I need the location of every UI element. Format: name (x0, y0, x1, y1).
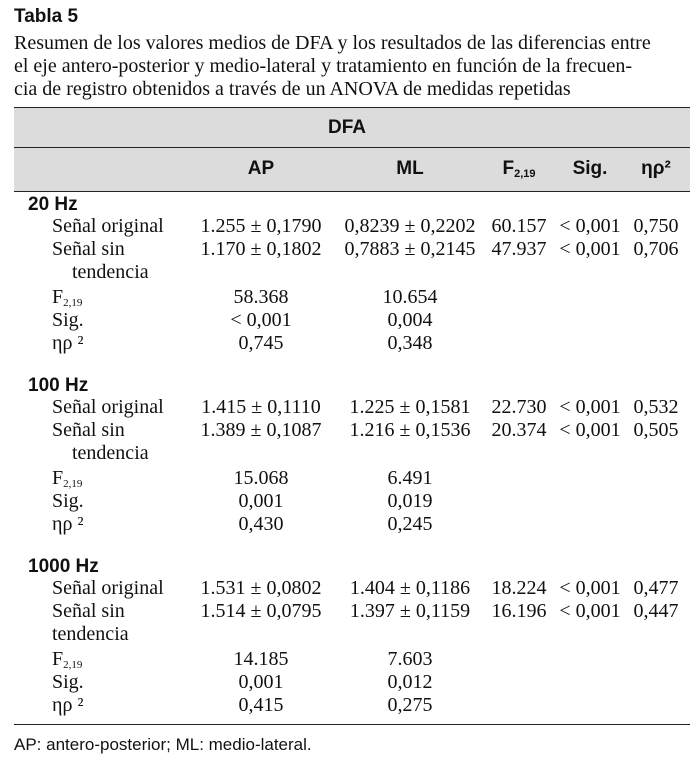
cell-f: 22.730 (491, 396, 547, 418)
row-label-f (52, 286, 82, 309)
cell-ap: 1.415 ± 0,1110 (201, 396, 321, 418)
row-label-sin-tendencia: Señal sin (52, 238, 125, 260)
row-label-f-base: F (52, 467, 64, 489)
cell-eta-ml: 0,245 (387, 513, 433, 535)
header-bottom-rule (14, 191, 690, 192)
cell-eta-ap: 0,745 (238, 332, 284, 354)
row-label-sin-tendencia-cont: tendencia (72, 261, 149, 283)
header-divider (14, 147, 690, 148)
cell-sig: < 0,001 (559, 577, 621, 599)
cell-ml: 1.216 ± 0,1536 (349, 419, 471, 441)
row-label-f-base: F (52, 648, 64, 670)
row-label-sin-tendencia-cont: tendencia (52, 623, 129, 645)
cell-eta-ap: 0,430 (238, 513, 284, 535)
cell-eta: 0,477 (633, 577, 679, 599)
cell-f-ap: 15.068 (233, 467, 289, 489)
cell-ml: 1.397 ± 0,1159 (349, 600, 471, 622)
table-caption (14, 32, 690, 101)
row-label-f-sub: 2,19 (63, 297, 83, 309)
cell-ml: 0,8239 ± 0,2202 (344, 215, 476, 237)
cell-ml: 0,7883 ± 0,2145 (344, 238, 476, 260)
cell-sig: < 0,001 (559, 396, 621, 418)
cell-f: 47.937 (491, 238, 547, 260)
row-label-sin-tendencia: Señal sin (52, 419, 125, 441)
cell-sig: < 0,001 (559, 215, 621, 237)
cell-ap: 1.170 ± 0,1802 (200, 238, 322, 260)
row-label-sin-tendencia: Señal sin (52, 600, 125, 622)
cell-sig-ml: 0,019 (387, 490, 433, 512)
section-title: 20 Hz (28, 194, 78, 215)
section-title: 1000 Hz (28, 556, 99, 577)
cell-eta: 0,532 (633, 396, 679, 418)
cell-f-ml: 10.654 (382, 286, 438, 308)
cell-sig-ap: < 0,001 (230, 309, 292, 331)
header-eta: ηρ² (641, 158, 671, 179)
cell-eta: 0,706 (633, 238, 679, 260)
cell-ml: 1.225 ± 0,1581 (349, 396, 471, 418)
row-label-eta: ηρ ² (52, 513, 84, 535)
cell-ml: 1.404 ± 0,1186 (349, 577, 471, 599)
table-bottom-rule (14, 724, 690, 725)
row-label-f-sub: 2,19 (63, 659, 83, 671)
cell-sig-ap: 0,001 (238, 671, 284, 693)
row-label-sig: Sig. (52, 671, 84, 693)
cell-f: 18.224 (491, 577, 547, 599)
table-title: Tabla 5 (14, 6, 79, 27)
caption-line: cia de registro obtenidos a través de un ANOVA de medidas repetidas (14, 78, 571, 100)
cell-sig: < 0,001 (559, 238, 621, 260)
row-label-original: Señal original (52, 396, 164, 418)
cell-f-ml: 6.491 (387, 467, 433, 489)
cell-ap: 1.531 ± 0,0802 (200, 577, 322, 599)
results-table (14, 107, 690, 725)
caption-line: Resumen de los valores medios de DFA y los resultados de las diferencias entre (14, 32, 651, 54)
header-sig: Sig. (572, 158, 608, 179)
cell-ap: 1.514 ± 0,0795 (200, 600, 322, 622)
row-label-f-base: F (52, 286, 64, 308)
cell-sig-ap: 0,001 (238, 490, 284, 512)
cell-sig: < 0,001 (559, 600, 621, 622)
cell-sig-ml: 0,004 (387, 309, 433, 331)
caption-line: el eje antero-posterior y medio-lateral y tratamiento en función de la frecuen- (14, 55, 633, 77)
header-f-sub: 2,19 (514, 168, 536, 180)
cell-eta: 0,750 (633, 215, 679, 237)
cell-f-ml: 7.603 (387, 648, 433, 670)
cell-sig: < 0,001 (559, 419, 621, 441)
cell-eta-ml: 0,275 (387, 694, 433, 716)
row-label-original: Señal original (52, 215, 164, 237)
cell-sig-ml: 0,012 (387, 671, 433, 693)
section-title: 100 Hz (28, 375, 89, 396)
table-top-rule (14, 107, 690, 108)
row-label-sin-tendencia-cont: tendencia (72, 442, 149, 464)
cell-f: 20.374 (491, 419, 547, 441)
row-label-f (52, 648, 82, 671)
cell-ap: 1.389 ± 0,1087 (200, 419, 322, 441)
cell-ap: 1.255 ± 0,1790 (200, 215, 322, 237)
cell-eta-ap: 0,415 (238, 694, 284, 716)
row-label-f-sub: 2,19 (63, 478, 83, 490)
cell-eta-ml: 0,348 (387, 332, 433, 354)
cell-eta: 0,505 (633, 419, 679, 441)
header-ml: ML (396, 158, 424, 179)
header-f-base: F (502, 158, 515, 179)
header-dfa: DFA (328, 117, 366, 138)
row-label-sig: Sig. (52, 309, 84, 331)
cell-f: 16.196 (491, 600, 547, 622)
table-footnote: AP: antero-posterior; ML: medio-lateral. (14, 735, 312, 754)
row-label-original: Señal original (52, 577, 164, 599)
cell-f: 60.157 (491, 215, 547, 237)
header-ap: AP (247, 158, 275, 179)
header-f (502, 158, 535, 180)
row-label-eta: ηρ ² (52, 332, 84, 354)
cell-eta: 0,447 (633, 600, 679, 622)
cell-f-ap: 14.185 (233, 648, 289, 670)
row-label-eta: ηρ ² (52, 694, 84, 716)
row-label-sig: Sig. (52, 490, 84, 512)
cell-f-ap: 58.368 (233, 286, 289, 308)
row-label-f (52, 467, 82, 490)
